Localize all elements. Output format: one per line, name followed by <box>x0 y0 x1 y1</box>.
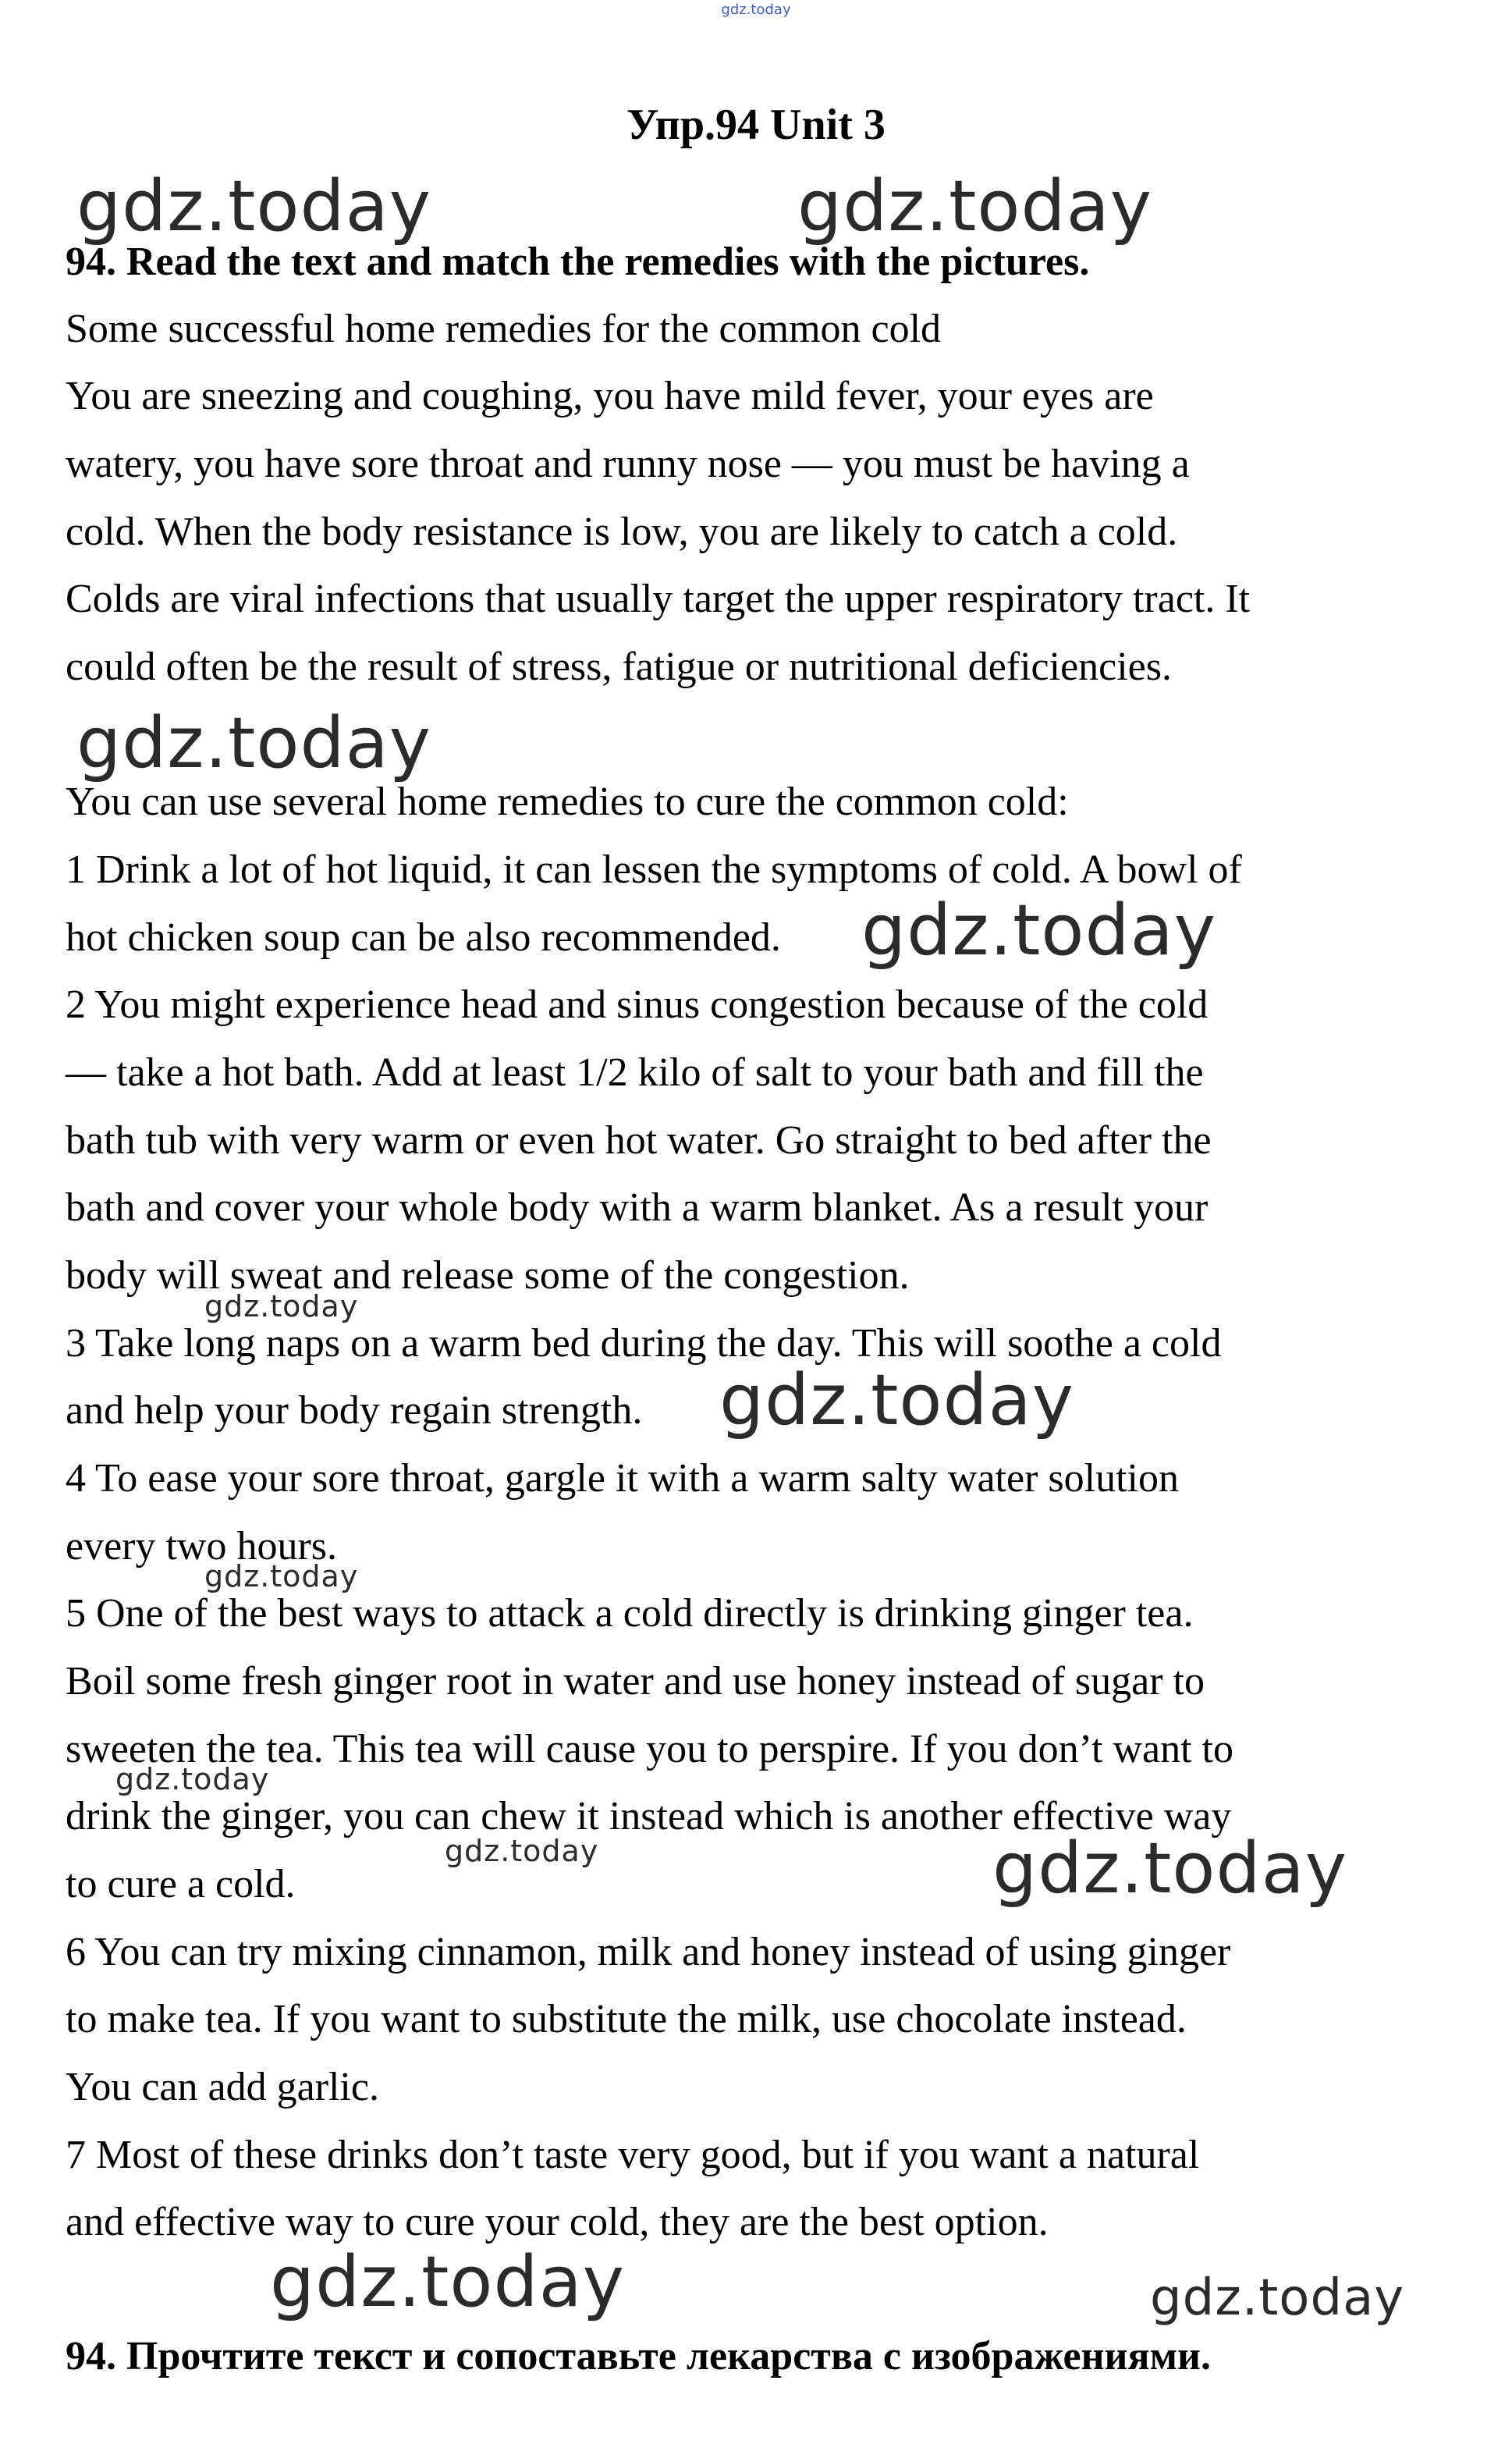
watermark: gdz.today <box>861 890 1217 972</box>
text-line: hot chicken soup can be also recommended. <box>66 915 781 960</box>
text-line: Colds are viral infections that usually target the upper respiratory tract. It <box>66 577 1251 621</box>
watermark: gdz.today <box>76 165 432 247</box>
text-line: watery, you have sore throat and runny nose — you must be having a <box>66 442 1190 486</box>
top-watermark: gdz.today <box>721 2 791 18</box>
watermark: gdz.today <box>76 702 432 784</box>
text-line: You can add garlic. <box>66 2065 379 2109</box>
watermark: gdz.today <box>797 165 1153 247</box>
text-line: bath tub with very warm or even hot water. Go straight to bed after the <box>66 1118 1212 1163</box>
text-line: to make tea. If you want to substitute the milk, use chocolate instead. <box>66 1997 1187 2041</box>
text-line: 6 You can try mixing cinnamon, milk and honey instead of using ginger <box>66 1930 1231 1974</box>
text-line: 1 Drink a lot of hot liquid, it can lessen the symptoms of cold. A bowl of <box>66 847 1242 892</box>
text-line: every two hours. <box>66 1524 338 1569</box>
text-line: 3 Take long naps on a warm bed during the day. This will soothe a cold <box>66 1321 1222 1366</box>
watermark: gdz.today <box>1150 2269 1405 2327</box>
text-line: 7 Most of these drinks don’t taste very good, but if you want a natural <box>66 2133 1200 2177</box>
watermark: gdz.today <box>115 1762 270 1796</box>
text-line: 5 One of the best ways to attack a cold directly is drinking ginger tea. <box>66 1591 1194 1636</box>
watermark: gdz.today <box>204 1289 359 1323</box>
text-line: cold. When the body resistance is low, you are likely to catch a cold. <box>66 510 1178 554</box>
watermark: gdz.today <box>445 1834 599 1868</box>
text-line: and help your body regain strength. <box>66 1388 643 1433</box>
text-line: could often be the result of stress, fatigue or nutritional deficiencies. <box>66 645 1172 689</box>
text-line: 2 You might experience head and sinus congestion because of the cold <box>66 982 1209 1027</box>
page-title: Упр.94 Unit 3 <box>626 101 886 149</box>
translation-heading: 94. Прочтите текст и сопоставьте лекарства с изображениями. <box>66 2334 1212 2379</box>
watermark: gdz.today <box>992 1828 1348 1910</box>
text-line: to cure a cold. <box>66 1862 296 1906</box>
watermark: gdz.today <box>270 2241 626 2323</box>
text-line: — take a hot bath. Add at least 1/2 kilo of salt to your bath and fill the <box>66 1050 1204 1095</box>
watermark: gdz.today <box>719 1359 1075 1441</box>
text-line: 4 To ease your sore throat, gargle it with a warm salty water solution <box>66 1456 1179 1501</box>
task-heading: 94. Read the text and match the remedies with the pictures. <box>66 240 1090 284</box>
text-line: Some successful home remedies for the common cold <box>66 307 942 351</box>
text-line: bath and cover your whole body with a warm blanket. As a result your <box>66 1185 1209 1230</box>
watermark: gdz.today <box>204 1559 359 1593</box>
text-line: You can use several home remedies to cure the common cold: <box>66 780 1069 824</box>
text-line: sweeten the tea. This tea will cause you to perspire. If you don’t want to <box>66 1727 1234 1771</box>
text-line: You are sneezing and coughing, you have mild fever, your eyes are <box>66 374 1154 418</box>
text-line: drink the ginger, you can chew it instead which is another effective way <box>66 1794 1232 1839</box>
text-line: Boil some fresh ginger root in water and use honey instead of sugar to <box>66 1659 1205 1704</box>
text-line: body will sweat and release some of the congestion. <box>66 1253 910 1298</box>
text-line: and effective way to cure your cold, they are the best option. <box>66 2200 1049 2244</box>
